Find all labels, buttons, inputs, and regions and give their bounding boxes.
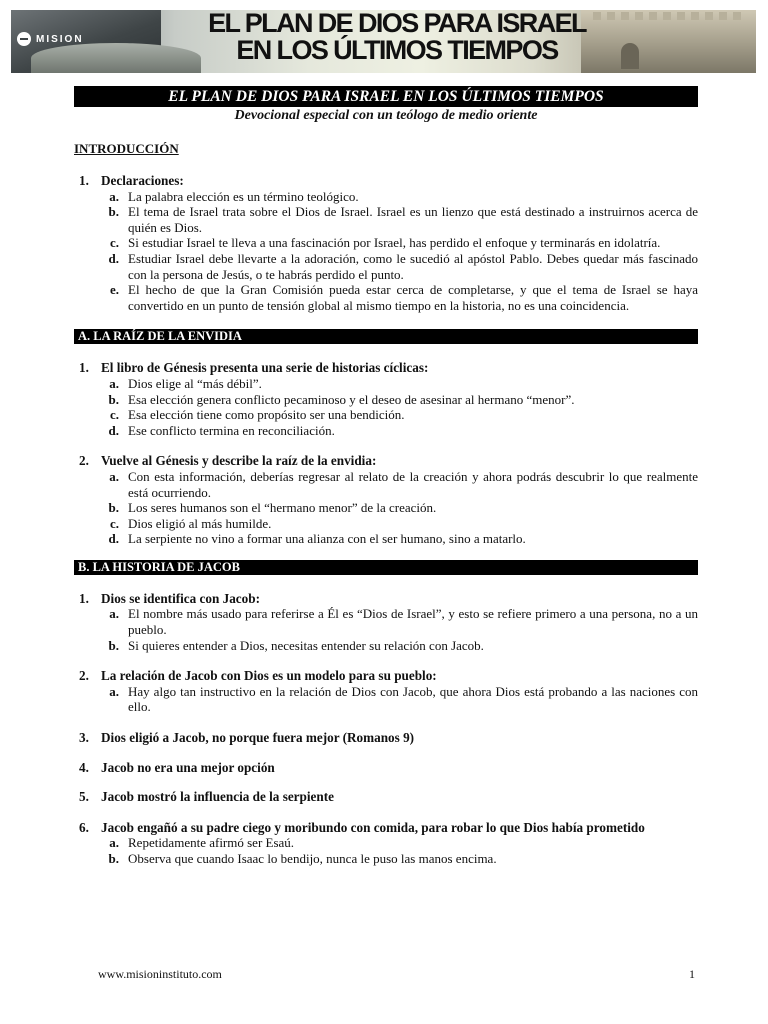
sub-item bbox=[74, 392, 698, 408]
item-heading bbox=[74, 360, 698, 376]
sub-item-letter: c. bbox=[109, 235, 119, 251]
item-number: 1. bbox=[79, 360, 89, 376]
banner-title bbox=[207, 10, 587, 64]
sub-item-text: Dios elige al “más débil”. bbox=[128, 375, 262, 391]
sub-item-text: Repetidamente afirmó ser Esaú. bbox=[128, 835, 295, 851]
list-item bbox=[74, 360, 698, 438]
banner-title-line2: EN LOS ÚLTIMOS TIEMPOS bbox=[236, 35, 558, 65]
item-text: Vuelve al Génesis y describe la raíz de la envidia: bbox=[101, 453, 377, 469]
sub-item-text: Estudiar Israel debe llevarte a la adoración, como le sucedió al apóstol Pablo. Debes quedar más fascinado con la persona de Jesús, o te habrás perdido el punto. bbox=[128, 250, 698, 282]
item-number: 2. bbox=[79, 453, 89, 469]
sub-item-text: El hecho de que la Gran Comisión pueda estar cerca de completarse, y que el tema de Israel se haya convertido en un punto de tensión global al mismo tiempo en la historia, no es una coincidencia. bbox=[128, 282, 698, 313]
list-item bbox=[74, 591, 698, 653]
item-heading bbox=[74, 760, 698, 776]
item-heading bbox=[74, 591, 698, 607]
item-heading bbox=[74, 730, 698, 746]
sub-item-letter: b. bbox=[108, 391, 119, 407]
sub-item-text: El tema de Israel trata sobre el Dios de Israel. Israel es un lienzo que está destinado a instruirnos acerca de quién es Dios. bbox=[128, 204, 698, 235]
sub-item-text: Ese conflicto termina en reconciliación. bbox=[128, 422, 335, 438]
sub-item bbox=[74, 469, 698, 500]
sub-item bbox=[74, 638, 698, 654]
list-item bbox=[74, 173, 698, 313]
item-text: Jacob mostró la influencia de la serpiente bbox=[101, 789, 334, 805]
sub-item-letter: a. bbox=[109, 468, 119, 484]
sub-item-text: Esa elección tiene como propósito ser una bendición. bbox=[128, 407, 405, 423]
document-body bbox=[74, 86, 698, 867]
banner-title-line1: EL PLAN DE DIOS PARA ISRAEL bbox=[208, 10, 586, 38]
sub-item-letter: b. bbox=[108, 851, 119, 866]
banner-city-wall bbox=[581, 10, 756, 73]
list-item bbox=[74, 668, 698, 715]
sub-item bbox=[74, 851, 698, 867]
sub-item-letter: a. bbox=[109, 835, 119, 851]
item-number: 3. bbox=[79, 730, 89, 746]
section-a-list bbox=[74, 360, 698, 547]
sub-item-letter: a. bbox=[109, 188, 119, 204]
intro-list bbox=[74, 173, 698, 313]
section-b-list bbox=[74, 591, 698, 867]
sub-item-letter: d. bbox=[108, 250, 119, 266]
mision-logo-icon bbox=[17, 32, 31, 46]
sub-item-text: Si quieres entender a Dios, necesitas entender su relación con Jacob. bbox=[128, 637, 484, 653]
header-banner bbox=[11, 10, 756, 73]
list-item bbox=[74, 730, 698, 746]
sub-item bbox=[74, 407, 698, 423]
sub-item-text: Si estudiar Israel te lleva a una fascinación por Israel, has perdido el enfoque y terminarás en idolatría. bbox=[128, 235, 661, 251]
sub-item-text: El nombre más usado para referirse a Él es “Dios de Israel”, y esto se refiere primero a una persona, no a un pueblo. bbox=[128, 606, 698, 638]
sub-item-letter: c. bbox=[109, 407, 119, 423]
sub-item bbox=[74, 500, 698, 516]
sub-item-letter: d. bbox=[108, 531, 119, 547]
intro-heading: INTRODUCCIÓN bbox=[74, 141, 179, 156]
item-text: Jacob engañó a su padre ciego y moribundo con comida, para robar lo que Dios había prometido bbox=[101, 819, 645, 835]
sub-item-letter: c. bbox=[109, 515, 119, 531]
sub-item-text: Con esta información, deberías regresar al relato de la creación y ahora podrás descubrir lo que realmente está ocurriendo. bbox=[128, 468, 698, 500]
item-number: 5. bbox=[79, 789, 89, 805]
item-heading bbox=[74, 789, 698, 805]
list-item bbox=[74, 789, 698, 805]
sub-item-letter: e. bbox=[109, 282, 119, 298]
sub-item-letter: a. bbox=[109, 375, 119, 391]
sub-item-text: Observa que cuando Isaac lo bendijo, nunca le puso las manos encima. bbox=[128, 851, 497, 866]
sub-item bbox=[74, 531, 698, 547]
item-number: 1. bbox=[79, 173, 89, 188]
item-heading bbox=[74, 820, 698, 836]
sub-item-text: Los seres humanos son el “hermano menor” de la creación. bbox=[128, 500, 437, 516]
item-text: Dios eligió a Jacob, no porque fuera mejor (Romanos 9) bbox=[101, 730, 415, 746]
sub-item bbox=[74, 189, 698, 205]
sub-item bbox=[74, 282, 698, 313]
mision-logo-text: MISION bbox=[36, 33, 84, 45]
sub-item bbox=[74, 606, 698, 637]
sub-item-letter: b. bbox=[108, 637, 119, 653]
footer-url[interactable]: www.misioninstituto.com bbox=[98, 967, 222, 981]
sub-item-letter: b. bbox=[108, 500, 119, 516]
section-b-heading: B. LA HISTORIA DE JACOB bbox=[74, 560, 698, 575]
item-text: Jacob no era una mejor opción bbox=[101, 759, 275, 775]
sub-item-text: La serpiente no vino a formar una alianza con el ser humano, sino a matarlo. bbox=[128, 531, 526, 547]
item-text: Dios se identifica con Jacob: bbox=[101, 590, 260, 606]
sub-item-text: Hay algo tan instructivo en la relación de Dios con Jacob, que ahora Dios está probando a las naciones con ello. bbox=[128, 683, 698, 715]
item-number: 6. bbox=[79, 819, 89, 835]
item-number: 2. bbox=[79, 668, 89, 684]
list-item bbox=[74, 453, 698, 547]
list-item bbox=[74, 820, 698, 867]
sub-item bbox=[74, 376, 698, 392]
sub-item-letter: d. bbox=[108, 422, 119, 438]
sub-item bbox=[74, 204, 698, 235]
sub-item-letter: a. bbox=[109, 683, 119, 699]
sub-item-text: La palabra elección es un término teológico. bbox=[128, 188, 359, 204]
sub-item bbox=[74, 684, 698, 715]
item-text: El libro de Génesis presenta una serie de historias cíclicas: bbox=[101, 360, 429, 376]
sub-item-text: Esa elección genera conflicto pecaminoso y el deseo de asesinar al hermano “menor”. bbox=[128, 391, 575, 407]
sub-item bbox=[74, 423, 698, 439]
sub-item bbox=[74, 835, 698, 851]
document-subtitle: Devocional especial con un teólogo de medio oriente bbox=[234, 108, 538, 123]
sub-item-letter: a. bbox=[109, 606, 119, 622]
sub-item bbox=[74, 516, 698, 532]
item-number: 4. bbox=[79, 759, 89, 775]
section-a-heading: A. LA RAÍZ DE LA ENVIDIA bbox=[74, 329, 698, 344]
sub-item bbox=[74, 235, 698, 251]
item-heading bbox=[74, 668, 698, 684]
item-heading bbox=[74, 173, 698, 189]
list-item bbox=[74, 760, 698, 776]
item-heading bbox=[74, 453, 698, 469]
sub-item bbox=[74, 251, 698, 282]
document-title: EL PLAN DE DIOS PARA ISRAEL EN LOS ÚLTIMOS TIEMPOS bbox=[74, 86, 698, 107]
item-number: 1. bbox=[79, 590, 89, 606]
mision-logo bbox=[17, 32, 84, 46]
banner-hill bbox=[31, 43, 201, 73]
sub-item-letter: b. bbox=[108, 204, 119, 220]
page-number: 1 bbox=[689, 967, 695, 981]
item-text: La relación de Jacob con Dios es un modelo para su pueblo: bbox=[101, 668, 437, 684]
sub-item-text: Dios eligió al más humilde. bbox=[128, 515, 272, 531]
item-text: Declaraciones: bbox=[101, 173, 184, 188]
